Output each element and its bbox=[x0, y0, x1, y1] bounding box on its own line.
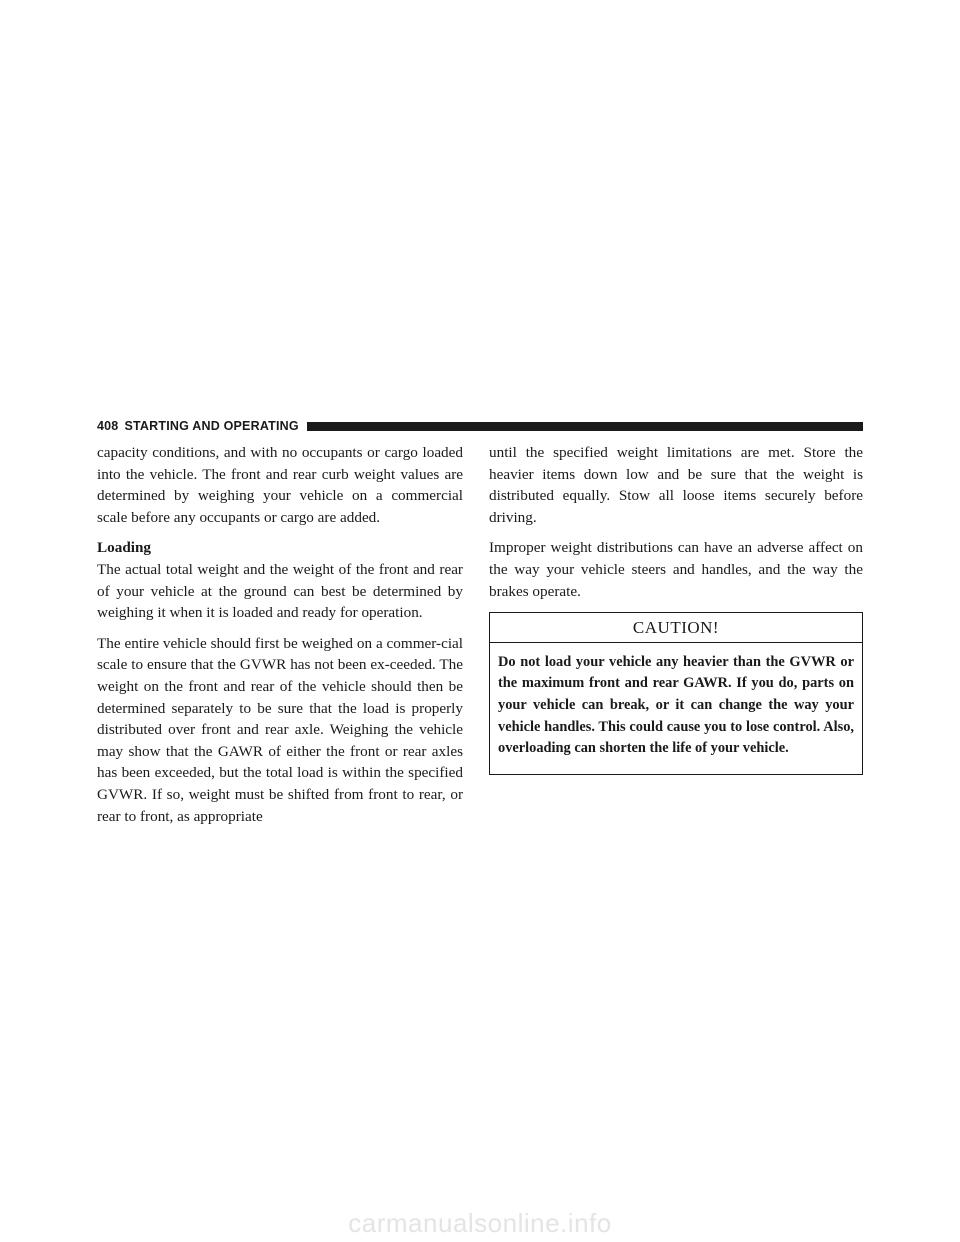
paragraph-weight-limits: until the specified weight limitations are met. Store the heavier items down low and be sure that the weight is distributed equally. Stow all loose items securely before driving. bbox=[489, 444, 863, 526]
caution-box bbox=[489, 612, 863, 775]
paragraph-curb-weight: capacity conditions, and with no occupants or cargo loaded into the vehicle. The front and rear curb weight values are determined by weighing your vehicle on a commercial scale before any occupants or cargo are added. bbox=[97, 444, 463, 526]
page-header bbox=[97, 418, 863, 434]
header-rule bbox=[307, 422, 863, 431]
caution-body: Do not load your vehicle any heavier than the GVWR or the maximum front and rear GAWR. If you do, parts on your vehicle can break, or it can change the way your vehicle handles. This could cause you to lose control. Also, overloading can shorten the life of your vehicle. bbox=[498, 653, 854, 757]
page-number: 408 bbox=[97, 419, 119, 433]
left-column bbox=[97, 442, 463, 836]
paragraph-weigh-vehicle: The entire vehicle should first be weighed on a commer-cial scale to ensure that the GVWR has not been ex-ceeded. The weight on the front and rear of the vehicle should then be determined separately to be sure that the load is properly distributed over front and rear axle. Weighing the vehicle may show that the GAWR of either the front or rear axles has been exceeded, but the total load is within the specified GVWR. If so, weight must be shifted from front to rear, or rear to front, as appropriate bbox=[97, 634, 463, 825]
paragraph-total-weight: The actual total weight and the weight of the front and rear of your vehicle at the ground can best be determined by weighing it when it is loaded and ready for operation. bbox=[97, 560, 463, 622]
paragraph-weight-distribution: Improper weight distributions can have an adverse affect on the way your vehicle steers and handles, and the way the brakes operate. bbox=[489, 539, 863, 600]
subheading-loading: Loading bbox=[97, 539, 152, 557]
watermark: carmanualsonline.info bbox=[348, 1208, 612, 1238]
caution-title: CAUTION! bbox=[490, 613, 862, 643]
section-title: STARTING AND OPERATING bbox=[124, 419, 299, 433]
right-column bbox=[489, 442, 863, 775]
